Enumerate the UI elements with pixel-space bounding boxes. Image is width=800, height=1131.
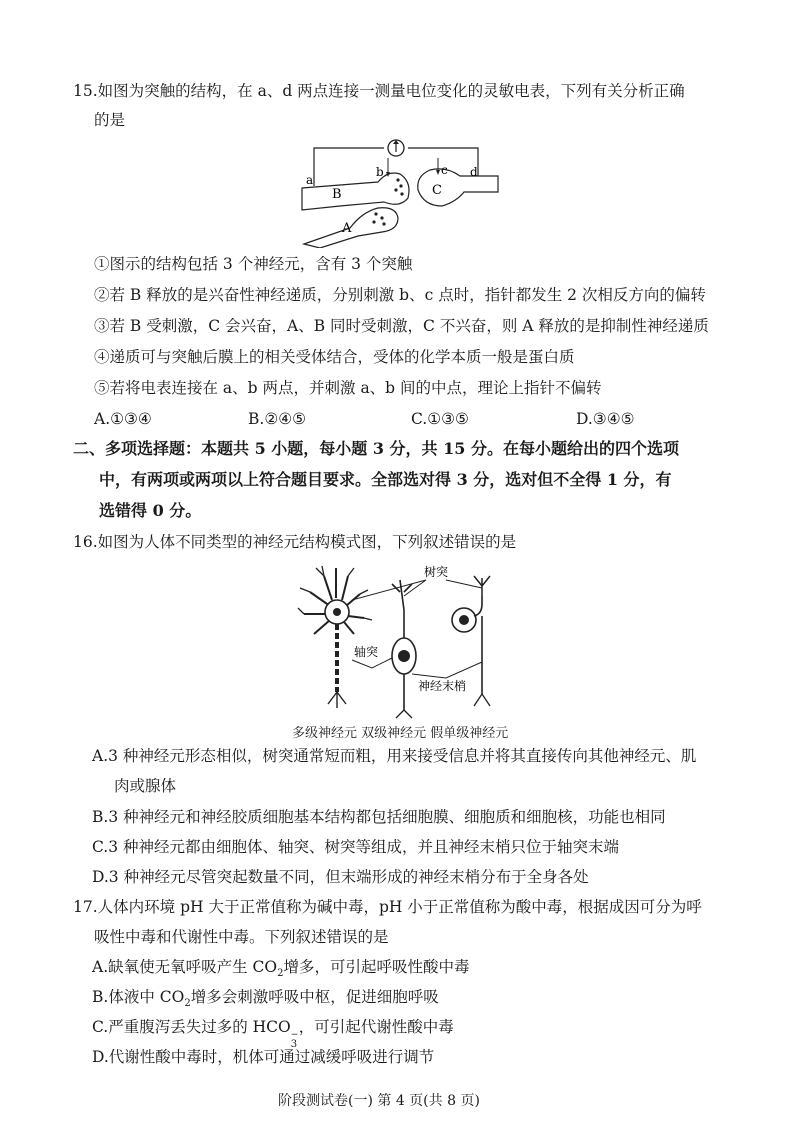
q15-statement-5: ⑤若将电表连接在 a、b 两点，并刺激 a、b 间的中点，理论上指针不偏转 — [94, 379, 602, 397]
q16-option-b[interactable]: B.3 种神经元和神经胶质细胞基本结构都包括细胞膜、细胞质和细胞核，功能也相同 — [92, 808, 666, 826]
page-footer: 阶段测试卷(一) 第 4 页(共 8 页) — [278, 1093, 480, 1109]
section2-line1: 二、多项选择题：本题共 5 小题，每小题 3 分，共 15 分。在每小题给出的四个选项 — [73, 439, 679, 458]
label-nerve-ending: 神经末梢 — [418, 679, 467, 693]
q16-option-d[interactable]: D.3 种神经元尽管突起数量不同，但末端形成的神经末梢分布于全身各处 — [92, 868, 589, 886]
section2-line3: 选错得 0 分。 — [99, 501, 202, 520]
neuron-figure-caption: 多级神经元 双级神经元 假单级神经元 — [292, 726, 509, 741]
q15-statement-1: ①图示的结构包括 3 个神经元，含有 3 个突触 — [94, 255, 413, 273]
q15-stem-line2: 的是 — [94, 111, 126, 129]
q15-stem-line1: 15.如图为突触的结构，在 a、d 两点连接一测量电位变化的灵敏电表，下列有关分析正确 — [73, 82, 685, 100]
q15-statement-3: ③若 B 受刺激，C 会兴奋，A、B 同时受刺激，C 不兴奋，则 A 释放的是抑制性神经递质 — [94, 317, 709, 335]
q17-option-b[interactable]: B.体液中 $CO_2$增多会刺激呼吸中枢，促进细胞呼吸 — [92, 988, 439, 1010]
q16-option-c[interactable]: C.3 种神经元都由细胞体、轴突、树突等组成，并且神经末梢只位于轴突末端 — [92, 838, 620, 856]
label-a: a — [306, 173, 314, 187]
q16-option-a-line2[interactable]: 肉或腺体 — [114, 777, 177, 795]
multipolar-neuron — [298, 566, 372, 708]
label-B: B — [332, 187, 342, 202]
label-axon: 轴突 — [354, 645, 379, 659]
q17-stem-line2: 吸性中毒和代谢性中毒。下列叙述错误的是 — [94, 928, 389, 946]
label-C: C — [432, 183, 442, 198]
bipolar-neuron — [392, 580, 416, 718]
q15-statement-4: ④递质可与突触后膜上的相关受体结合，受体的化学本质一般是蛋白质 — [94, 348, 575, 366]
q17-option-c[interactable]: C.严重腹泻丢失过多的 HCO − 3 ，可引起代谢性酸中毒 — [92, 1018, 454, 1050]
section2-line2: 中，有两项或两项以上符合题目要求。全部选对得 3 分，选对但不全得 1 分，有 — [99, 470, 672, 489]
label-A: A — [342, 221, 352, 236]
q15-option-b[interactable]: B.②④⑤ — [248, 410, 307, 428]
q17-option-d[interactable]: D.代谢性酸中毒时，机体可通过减缓呼吸进行调节 — [92, 1048, 435, 1066]
neuron-types-figure — [296, 562, 536, 722]
synapse-figure — [300, 136, 500, 248]
label-dendrite: 树突 — [424, 565, 449, 579]
q15-option-a[interactable]: A.①③④ — [94, 410, 152, 428]
q15-option-d[interactable]: D.③④⑤ — [576, 410, 635, 428]
q17-stem-line1: 17.人体内环境 pH 大于正常值称为碱中毒，pH 小于正常值称为酸中毒，根据成因可分为呼 — [73, 898, 702, 916]
label-d: d — [470, 165, 478, 179]
label-c: c — [441, 163, 448, 177]
q15-option-c[interactable]: C.①③⑤ — [411, 410, 469, 428]
q16-option-a-line1[interactable]: A.3 种神经元形态相似，树突通常短而粗，用来接受信息并将其直接传向其他神经元、肌 — [92, 747, 697, 765]
label-b: b — [376, 165, 384, 179]
q16-stem: 16.如图为人体不同类型的神经元结构模式图，下列叙述错误的是 — [73, 533, 517, 551]
q15-statement-2: ②若 B 释放的是兴奋性神经递质，分别刺激 b、c 点时，指针都发生 2 次相反方向的偏转 — [94, 286, 706, 304]
q17-option-a[interactable]: A.缺氧使无氧呼吸产生 $CO_2$增多，可引起呼吸性酸中毒 — [92, 958, 470, 980]
